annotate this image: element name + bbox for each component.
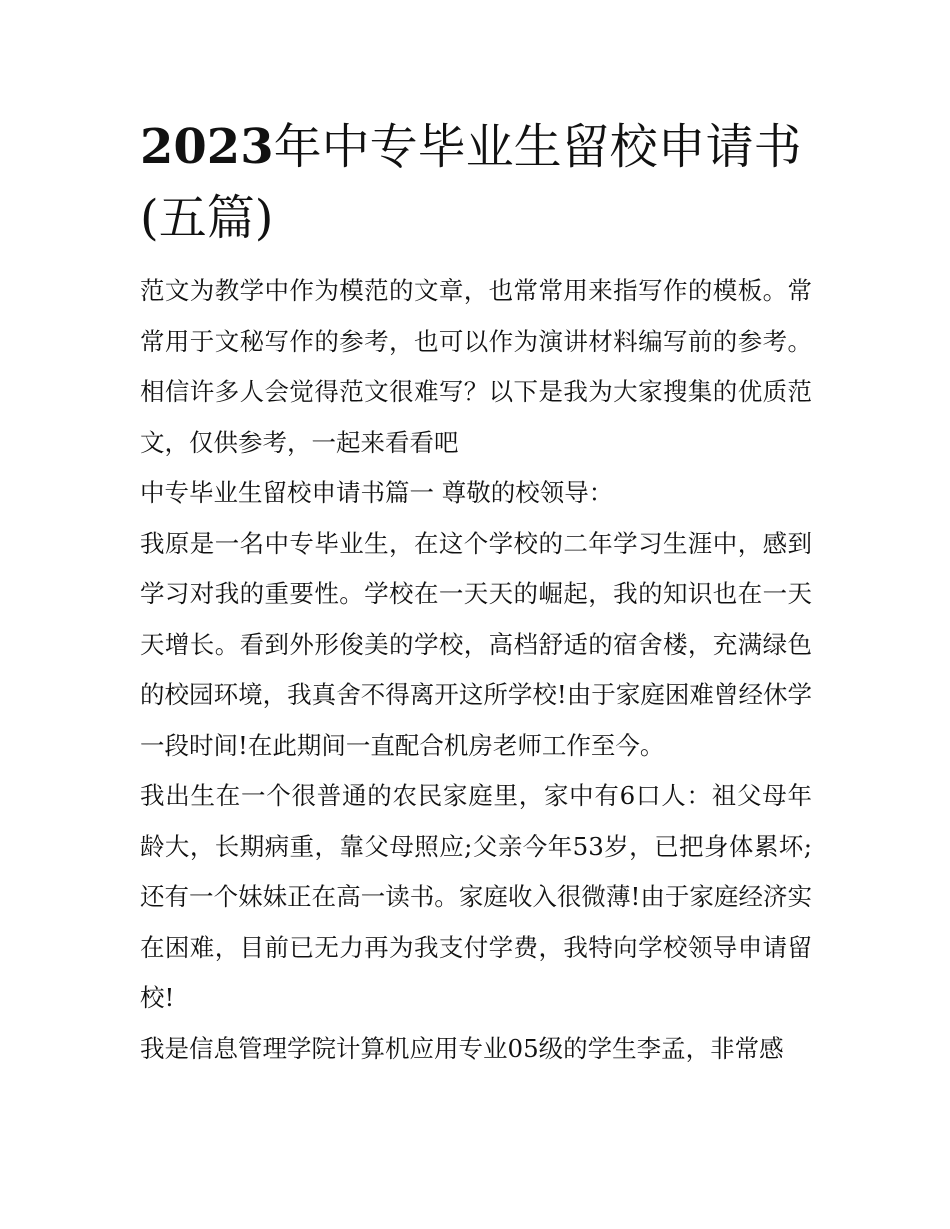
title-text: 年中专毕业生留校申请书(五篇) xyxy=(140,119,802,246)
paragraph-heading: 中专毕业生留校申请书篇一 尊敬的校领导： xyxy=(140,478,614,507)
paragraph-body-2: 我出生在一个很普通的农民家庭里，家中有6口人：祖父母年龄大，长期病重，靠父母照应;父亲今年53岁，已把身体累坏;还有一个妹妹正在高一读书。家庭收入很微薄!由于家庭经济实在困难，目前已无力再为我支付学费，我特向学校领导申请留校! xyxy=(140,781,812,1012)
paragraph-intro: 范文为教学中作为模范的文章，也常常用来指写作的模板。常常用于文秘写作的参考，也可以作为演讲材料编写前的参考。相信许多人会觉得范文很难写？以下是我为大家搜集的优质范文，仅供参考，一起来看看吧 xyxy=(140,276,812,457)
document-content xyxy=(140,112,812,1074)
paragraph-body-1: 我原是一名中专毕业生，在这个学校的二年学习生涯中，感到学习对我的重要性。学校在一天天的崛起，我的知识也在一天天增长。看到外形俊美的学校，高档舒适的宿舍楼，充满绿色的校园环境，我真舍不得离开这所学校!由于家庭困难曾经休学一段时间!在此期间一直配合机房老师工作至今。 xyxy=(140,528,812,760)
document-title xyxy=(140,112,812,254)
document-body xyxy=(140,266,812,1074)
title-year: 2023 xyxy=(140,119,274,175)
paragraph-body-3: 我是信息管理学院计算机应用专业05级的学生李孟，非常感 xyxy=(140,1033,784,1063)
